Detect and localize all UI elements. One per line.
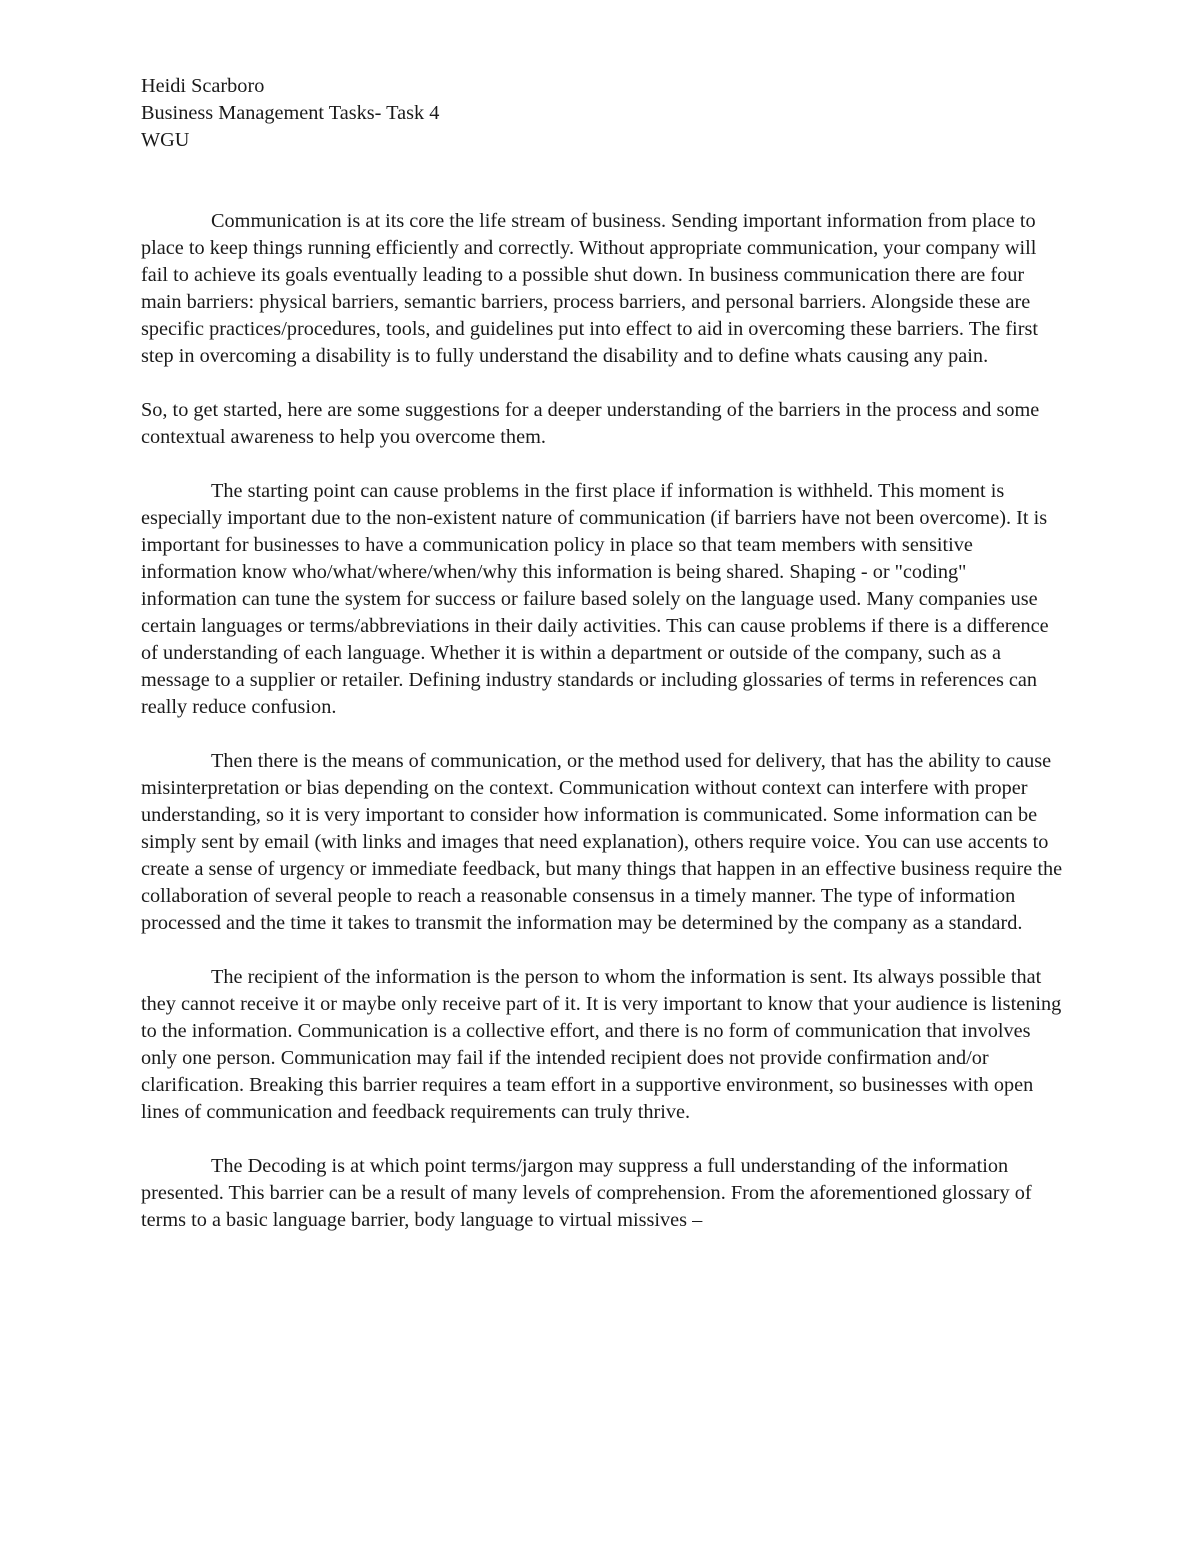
paragraph-decoding: The Decoding is at which point terms/jargon may suppress a full understanding of the information presented. This barrier can be a result of many levels of comprehension. From the aforementioned glossary of terms to a basic language barrier, body language to virtual missives – — [141, 1155, 1032, 1231]
paragraph-recipient: The recipient of the information is the person to whom the information is sent. Its always possible that they cannot receive it or maybe only receive part of it. It is very important to know that your audience is listening to the information. Communication is a collective effort, and there is no form of communication that involves only one person. Communication may fail if the intended recipient does not provide confirmation and/or clarification. Breaking this barrier requires a team effort in a supportive environment, so businesses with open lines of communication and feedback requirements can truly thrive. — [141, 966, 1062, 1123]
paragraph-spacer — [141, 721, 1067, 748]
header-spacer — [141, 154, 1067, 208]
course-title: Business Management Tasks- Task 4 — [141, 102, 440, 124]
paragraph-means: Then there is the means of communication, or the method used for delivery, that has the ability to cause misinterpretation or bias depending on the context. Communication without context can interfere with proper understanding, so it is very important to consider how information is communicated. Some information can be simply sent by email (with links and images that need explanation), others require voice. You can use accents to create a sense of urgency or immediate feedback, but many things that happen in an effective business require the collaboration of several people to reach a reasonable consensus in a timely manner. The type of information processed and the time it takes to transmit the information may be determined by the company as a standard. — [141, 750, 1063, 934]
paragraph-spacer — [141, 451, 1067, 478]
paragraph-spacer — [141, 370, 1067, 397]
paragraph-intro: Communication is at its core the life stream of business. Sending important information from place to place to keep things running efficiently and correctly. Without appropriate communication, your company will fail to achieve its goals eventually leading to a possible shut down. In business communication there are four main barriers: physical barriers, semantic barriers, process barriers, and personal barriers. Alongside these are specific practices/procedures, tools, and guidelines put into effect to aid in overcoming these barriers. The first step in overcoming a disability is to fully understand the disability and to define whats causing any pain. — [141, 210, 1038, 367]
paragraph-suggestions: So, to get started, here are some suggestions for a deeper understanding of the barriers in the process and some contextual awareness to help you overcome them. — [141, 399, 1040, 448]
paragraph-spacer — [141, 1126, 1067, 1153]
school-name: WGU — [141, 129, 190, 151]
document-body — [141, 73, 1067, 1234]
paragraph-spacer — [141, 937, 1067, 964]
paragraph-starting-point: The starting point can cause problems in the first place if information is withheld. This moment is especially important due to the non-existent nature of communication (if barriers have not been overcome). It is important for businesses to have a communication policy in place so that team members with sensitive information know who/what/where/when/why this information is being shared. Shaping - or "coding" information can tune the system for success or failure based solely on the language used. Many companies use certain languages or terms/abbreviations in their daily activities. This can cause problems if there is a difference of understanding of each language. Whether it is within a department or outside of the company, such as a message to a supplier or retailer. Defining industry standards or including glossaries of terms in references can really reduce confusion. — [141, 480, 1049, 718]
author-name: Heidi Scarboro — [141, 75, 265, 97]
